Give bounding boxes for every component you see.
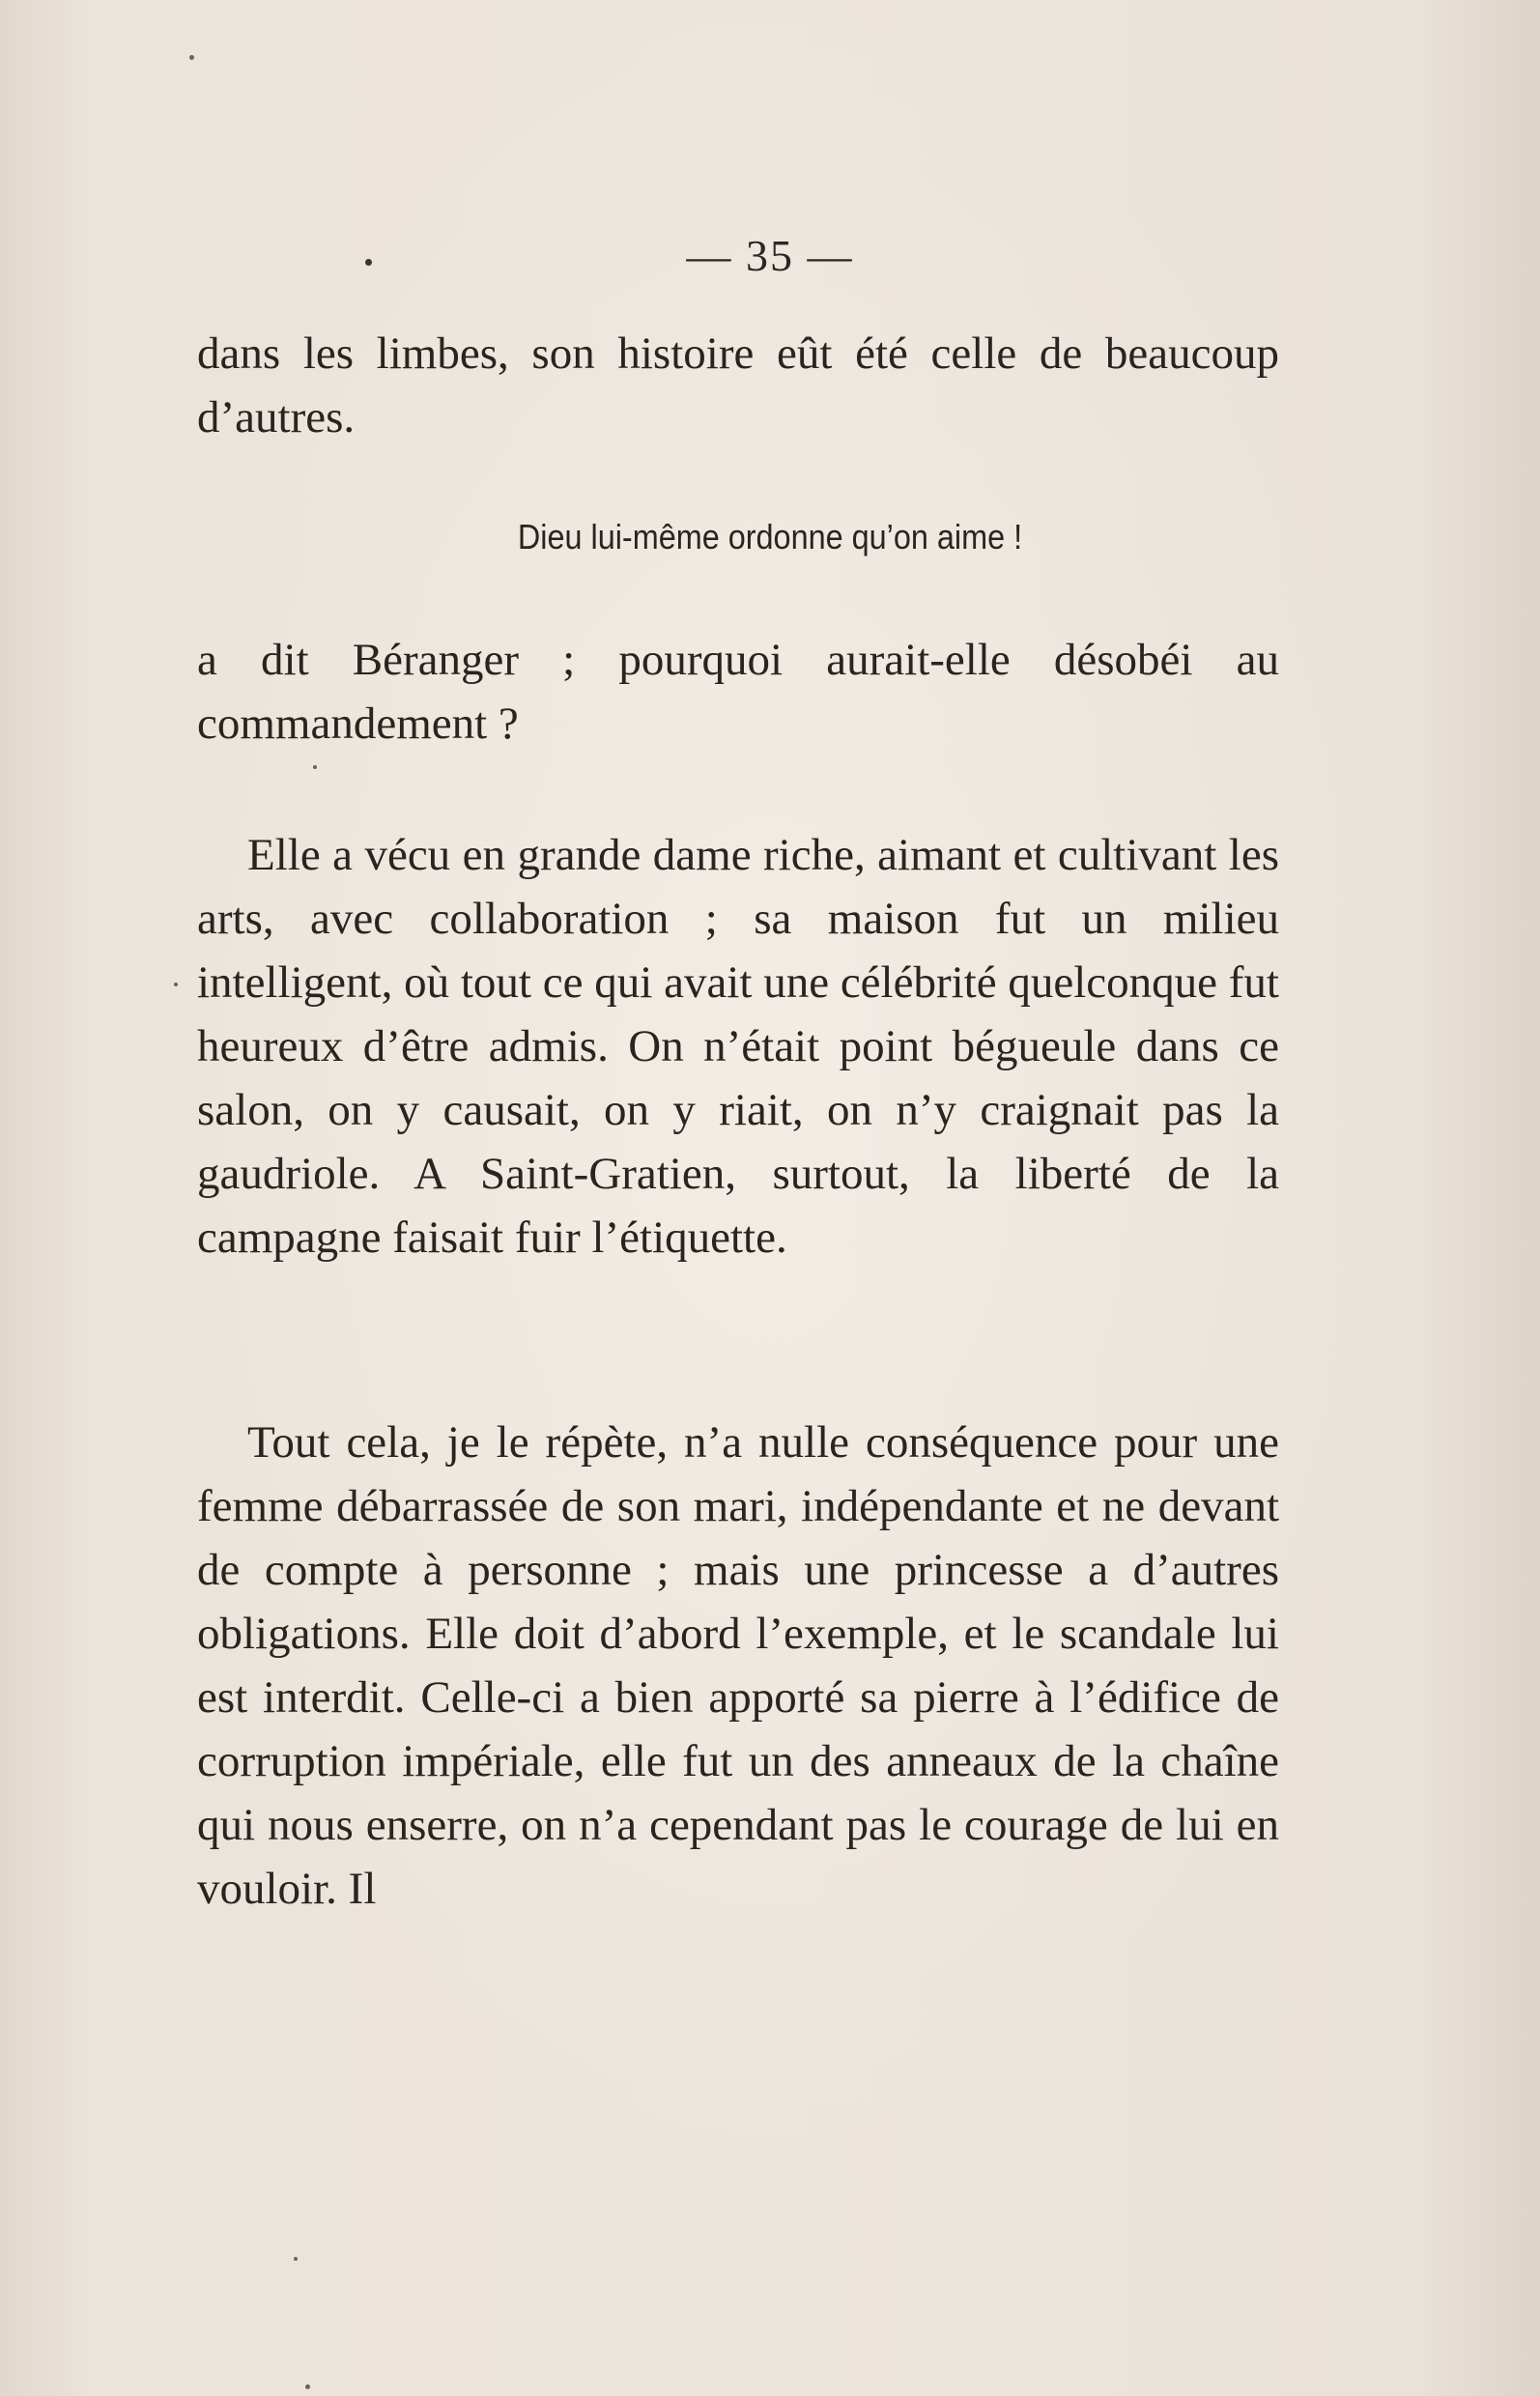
paragraph-3: Elle a vécu en grande dame riche, aimant et cultivant les arts, avec collaboration ; sa maison fut un milieu intelligent, où tout ce qui avait une célébrité quelconque fut heureux d’être admis. On n’était point bégueule dans ce salon, on y causait, on y riait, on n’y craignait pas la gaudriole. A Saint-Gratien, surtout, la liberté de la campagne faisait fuir l’étiquette. — [197, 830, 1279, 1263]
paper-speck — [313, 765, 317, 769]
paragraph-4: Tout cela, je le répète, n’a nulle conséquence pour une femme débarrassée de son mari, indépendante et ne devant de compte à personne ; mais une princesse a d’autres obligations. Elle doit d’abord l’exemple, et le scandale lui est interdit. Celle-ci a bien apporté sa pierre à l’édifice de corruption impériale, elle fut un des anneaux de la chaîne qui nous enserre, on n’a cependant pas le courage de lui en vouloir. Il — [197, 1417, 1279, 1914]
page-number: — 35 — — [686, 231, 854, 280]
paper-speck — [174, 983, 178, 986]
paragraph-2: a dit Béranger ; pourquoi aurait-elle désobéi au commandement ? — [197, 635, 1279, 749]
verse-quote: Dieu lui-même ordonne qu’on aime ! — [517, 517, 1023, 556]
paper-speck — [305, 2384, 310, 2389]
paragraph-1: dans les limbes, son histoire eût été celle de beaucoup d’autres. — [197, 328, 1279, 442]
paper-speck — [189, 55, 194, 60]
paper-speck — [294, 2257, 298, 2261]
